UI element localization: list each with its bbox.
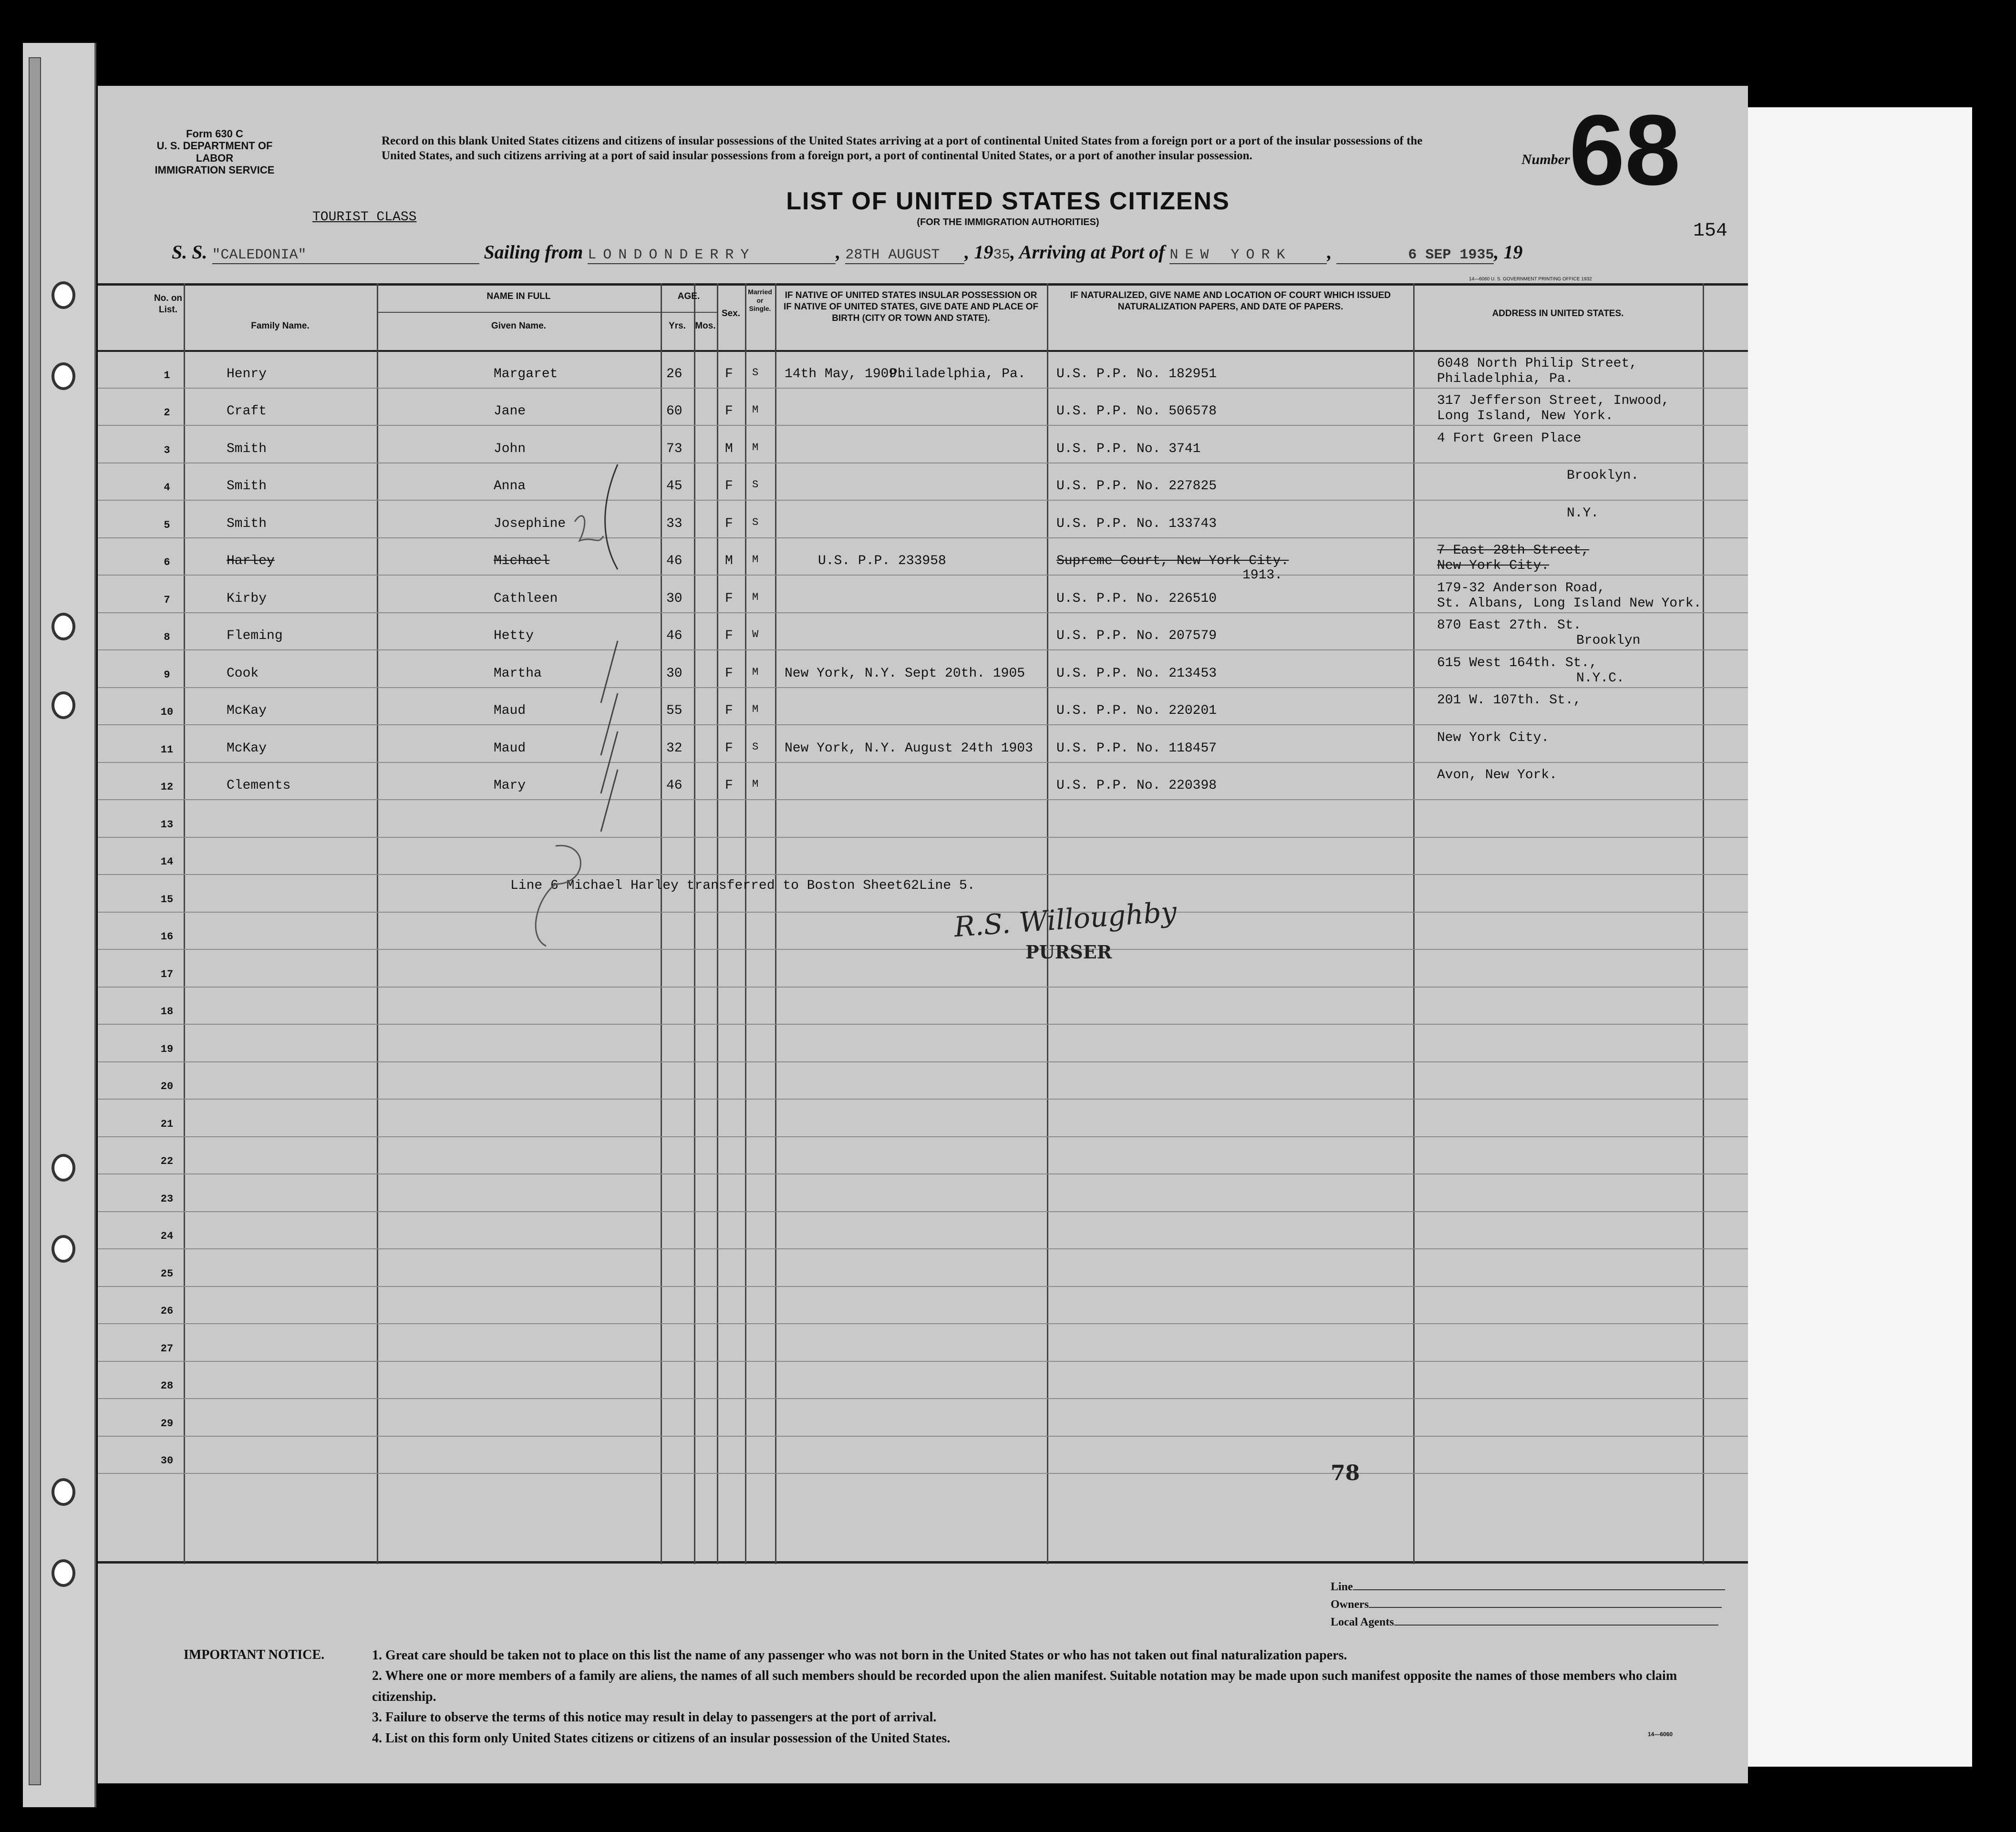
column-divider [717,283,718,1564]
given-name: Cathleen [494,591,558,606]
row-number: 3 [164,444,170,456]
marital-status: M [752,666,759,678]
punch-hole [52,691,75,719]
row-number: 22 [160,1155,174,1167]
column-divider [694,283,695,1564]
punch-hole [52,362,75,390]
sex: F [725,479,733,494]
local-agents-label: Local Agents [1331,1616,1394,1629]
ship-name: "CALEDONIA" [212,247,479,264]
sex: F [725,591,733,606]
year-suffix: 35 [993,247,1011,263]
column-divider [745,283,746,1564]
binder-strip [29,57,41,1785]
marital-status: S [752,741,759,753]
address-line-2: Brooklyn [1576,633,1641,648]
family-name: Smith [227,479,267,494]
row-rule [98,762,1748,763]
notice-item: 1. Great care should be taken not to place on this list the name of any passenger who was not born in the United States or who has not taken out final naturalization papers. [372,1648,1347,1663]
row-rule [98,1061,1748,1062]
address-line-1: 615 West 164th. St., [1437,655,1598,670]
printer-note: 14—6060 U. S. GOVERNMENT PRINTING OFFICE 1932 [1469,277,1592,282]
naturalization: U.S. P.P. No. 220398 [1056,778,1217,793]
sailing-date: 28TH AUGUST [845,247,964,264]
row-number: 24 [160,1230,174,1242]
page-title: LIST OF UNITED STATES CITIZENS [786,187,1230,215]
sex: F [725,516,733,531]
naturalization: U.S. P.P. No. 118457 [1056,741,1217,756]
naturalization: U.S. P.P. No. 213453 [1056,666,1217,681]
important-notice [372,1645,1736,1749]
sex: F [725,741,733,756]
age-years: 55 [666,703,682,718]
sex: F [725,778,733,793]
row-number: 9 [164,669,170,681]
age-years: 30 [666,666,682,681]
punch-hole [52,1559,75,1587]
address-line-1: 179-32 Anderson Road, [1437,580,1605,596]
row-number: 29 [160,1417,174,1430]
row-rule [98,1211,1748,1212]
arrival-stamp: 6 SEP 1935 [1336,247,1494,264]
row-number: 23 [160,1193,174,1205]
row-rule [98,575,1748,576]
row-rule [98,1398,1748,1399]
sheet-stamp: 154 [1693,220,1728,242]
col-no: No. on List. [154,293,183,315]
family-name: McKay [227,741,267,756]
row-number: 10 [160,706,174,718]
row-number: 26 [160,1305,174,1317]
row-number: 15 [160,893,174,906]
row-rule [98,724,1748,725]
row-number: 18 [160,1006,174,1018]
row-number: 1 [164,369,170,381]
age-years: 33 [666,516,682,531]
row-number: 28 [160,1380,174,1392]
row-rule [98,388,1748,389]
col-address: ADDRESS IN UNITED STATES. [1492,309,1624,319]
family-name: Kirby [227,591,267,606]
marital-status: M [752,591,759,603]
address-line-1: 6048 North Philip Street, [1437,356,1638,371]
row-number: 30 [160,1455,174,1467]
col-married: Married or Single. [748,288,772,312]
row-number: 8 [164,631,170,643]
row-rule [98,837,1748,838]
col-mos: Mos. [695,321,716,331]
family-name: Clements [227,778,291,793]
naturalization: U.S. P.P. No. 3741 [1056,441,1201,456]
column-divider [661,283,662,1564]
row-rule [98,537,1748,538]
birth-place: Philadelphia, Pa. [889,366,1026,381]
marital-status: S [752,516,759,528]
punch-hole [52,1478,75,1506]
notice-item: 4. List on this form only United States citizens or citizens of an insular possession of the United States. [372,1730,951,1746]
column-divider [775,283,776,1564]
address-line-2: Long Island, New York. [1437,409,1613,423]
birth-info: U.S. P.P. 233958 [818,554,946,568]
row-rule [98,987,1748,988]
row-rule [98,912,1748,913]
birth-info: 14th May, 1909. [785,366,905,381]
age-years: 73 [666,441,682,456]
family-name: Henry [227,366,267,381]
marital-status: M [752,703,759,715]
manifest-number: 68 [1569,94,1681,206]
service: IMMIGRATION SERVICE [155,164,275,176]
header-bottom-rule [98,350,1748,352]
birth-info: New York, N.Y. August 24th 1903 [785,741,1033,756]
header-subrule [661,312,717,313]
owners-label: Owners [1331,1598,1369,1611]
punch-hole [52,1154,75,1182]
row-number: 13 [160,818,174,831]
marital-status: S [752,366,759,379]
sex: F [725,628,733,643]
family-name: Smith [227,441,267,456]
row-rule [98,874,1748,875]
age-years: 30 [666,591,682,606]
row-rule [98,649,1748,650]
age-years: 32 [666,741,682,756]
marital-status: M [752,554,759,566]
row-number: 7 [164,594,170,606]
row-rule [98,1024,1748,1025]
row-rule [98,1361,1748,1362]
address-line-1: Avon, New York. [1437,768,1558,782]
col-birth: IF NATIVE OF UNITED STATES INSULAR POSSESSION OR IF NATIVE OF UNITED STATES, GIVE DATE AND PLACE OF BIRTH (CITY OR TOWN AND STATE). [783,290,1039,323]
department: U. S. DEPARTMENT OF LABOR [156,140,273,164]
birth-info: New York, N.Y. Sept 20th. 1905 [785,666,1025,681]
address-line-2: Philadelphia, Pa. [1437,371,1573,386]
notice-item: 2. Where one or more members of a family are aliens, the names of all such members should be recorded upon the alien manifest. Suitable notation may be made upon such manifest opposite the names of those members who claim citizenship. [372,1668,1677,1704]
address-line-1: 317 Jefferson Street, Inwood, [1437,393,1670,408]
number-label: Number [1521,152,1570,167]
marital-status: W [752,628,759,640]
naturalization: U.S. P.P. No. 133743 [1056,516,1217,531]
age-years: 46 [666,554,682,568]
family-name: McKay [227,703,267,718]
row-number: 6 [164,556,170,568]
age-years: 26 [666,366,682,381]
voyage-line: S. S. "CALEDONIA" Sailing from LONDONDERRY , 28TH AUGUST , 1935, Arriving at Port of NEW YORK , 6 SEP 1935, 19 [172,241,1523,263]
col-family-name: Family Name. [251,321,310,331]
facing-page [1748,107,1972,1767]
naturalization: U.S. P.P. No. 506578 [1056,404,1217,419]
age-years: 60 [666,404,682,419]
row-rule [98,1248,1748,1249]
given-name: Anna [494,479,526,494]
sex: M [725,441,733,456]
age-years: 45 [666,479,682,494]
marital-status: S [752,479,759,491]
tick-marks [517,426,641,975]
row-number: 16 [160,931,174,943]
year-label: 19 [974,241,993,263]
row-rule [98,1136,1748,1137]
given-name: Michael [494,554,550,568]
address-line-1: New York City. [1437,730,1550,745]
row-rule [98,799,1748,800]
given-name: Maud [494,703,526,718]
given-name: Jane [494,404,526,419]
col-yrs: Yrs. [669,321,686,331]
row-number: 11 [160,743,174,756]
row-number: 14 [160,856,174,868]
sex: F [725,404,733,419]
given-name: Josephine [494,516,566,531]
address-line-1: 4 Fort Green Place [1437,431,1582,446]
given-name: Hetty [494,628,534,643]
row-rule [98,1286,1748,1287]
row-rule [98,949,1748,950]
notice-label: IMPORTANT NOTICE. [184,1647,325,1662]
row-rule [98,1436,1748,1437]
row-rule [98,500,1748,501]
row-rule [98,612,1748,613]
col-sex: Sex. [721,309,741,319]
row-rule [98,1099,1748,1100]
punch-hole [52,613,75,640]
row-number: 2 [164,407,170,419]
address-line-1: 7 East 28th Street, [1437,543,1590,558]
family-name: Cook [227,666,259,681]
table-top-rule [98,283,1748,286]
notice-item: 3. Failure to observe the terms of this notice may result in delay to passengers at the port of arrival. [372,1710,937,1725]
row-number: 19 [160,1043,174,1055]
form-code: 14—6060 [1648,1731,1673,1738]
given-name: John [494,441,526,456]
column-divider [1703,283,1704,1564]
purser-signature: R.S. Willoughby [953,895,1178,944]
given-name: Maud [494,741,526,756]
arrival-year: 19 [1503,241,1523,263]
line-label: Line [1331,1581,1353,1593]
footer-signature-lines [1331,1578,1725,1632]
naturalization: Supreme Court, New York City. [1056,554,1289,568]
row-rule [98,425,1748,426]
family-name: Harley [227,554,275,568]
address-line-1: Brooklyn. [1567,468,1639,483]
naturalization: U.S. P.P. No. 227825 [1056,479,1217,494]
naturalization: U.S. P.P. No. 220201 [1056,703,1217,718]
row-number: 27 [160,1342,174,1355]
sailing-label: Sailing from [484,241,583,263]
address-line-2: N.Y.C. [1576,670,1624,686]
form-agency [143,128,286,176]
purser-title: PURSER [1025,941,1112,963]
form-instructions: Record on this blank United States citizens and citizens of insular possessions of the United States arriving at a port of continental United States from a foreign port or a port of the insular possessions of the United States, and such citizens arriving at a port of said insular possessions from a foreign port, a port of continental United States, or a port of another insular possession. [382,134,1423,163]
page-subtitle: (FOR THE IMMIGRATION AUTHORITIES) [917,217,1099,227]
arrival-port: NEW YORK [1169,247,1327,264]
form-number: Form 630 C [186,128,243,140]
sailing-from: LONDONDERRY [588,247,836,264]
manifest-table [98,283,1748,1564]
col-given-name: Given Name. [491,321,547,331]
marital-status: M [752,404,759,416]
given-name: Margaret [494,366,558,381]
address-line-2: St. Albans, Long Island New York. [1437,596,1702,611]
address-line-2: New York City. [1437,558,1550,573]
column-divider [184,283,185,1564]
punch-hole [52,1235,75,1263]
punch-hole [52,281,75,309]
table-bottom-rule [98,1561,1748,1564]
naturalization-date: 1913. [1242,568,1283,583]
arriving-label: Arriving at Port of [1019,241,1165,263]
address-line-1: 201 W. 107th. St., [1437,693,1582,708]
col-name-in-full: NAME IN FULL [486,291,551,301]
row-rule [98,1173,1748,1174]
col-naturalized: IF NATURALIZED, GIVE NAME AND LOCATION OF COURT WHICH ISSUED NATURALIZATION PAPERS, AND DATE OF PAPERS. [1070,290,1391,312]
row-number: 12 [160,781,174,793]
address-line-1: N.Y. [1567,505,1599,521]
naturalization: U.S. P.P. No. 207579 [1056,628,1217,643]
marital-status: M [752,778,759,790]
row-number: 5 [164,519,170,531]
marital-status: M [752,441,759,453]
row-rule [98,687,1748,688]
transfer-note: Line 6 Michael Harley transferred to Boston Sheet62Line 5. [510,878,975,893]
row-rule [98,1473,1748,1474]
class-label: TOURIST CLASS [312,210,417,225]
sex: F [725,666,733,681]
header-subrule [377,312,694,313]
address-line-1: 870 East 27th. St. [1437,618,1582,633]
age-years: 46 [666,628,682,643]
row-number: 4 [164,482,170,494]
age-years: 46 [666,778,682,793]
naturalization: U.S. P.P. No. 182951 [1056,366,1217,381]
row-number: 20 [160,1081,174,1092]
given-name: Martha [494,666,542,681]
sex: M [725,554,733,568]
row-number: 17 [160,968,174,980]
given-name: Mary [494,778,526,793]
family-name: Craft [227,404,267,419]
family-name: Fleming [227,628,283,643]
family-name: Smith [227,516,267,531]
naturalization: U.S. P.P. No. 226510 [1056,591,1217,606]
ss-label: S. S. [172,241,207,263]
col-age: AGE. [677,291,700,301]
column-divider [377,283,378,1564]
sex: F [725,703,733,718]
row-number: 21 [160,1118,174,1130]
page-mark: 78 [1331,1461,1360,1485]
column-divider [1413,283,1415,1564]
row-number: 25 [160,1267,174,1280]
row-rule [98,1323,1748,1324]
sex: F [725,366,733,381]
